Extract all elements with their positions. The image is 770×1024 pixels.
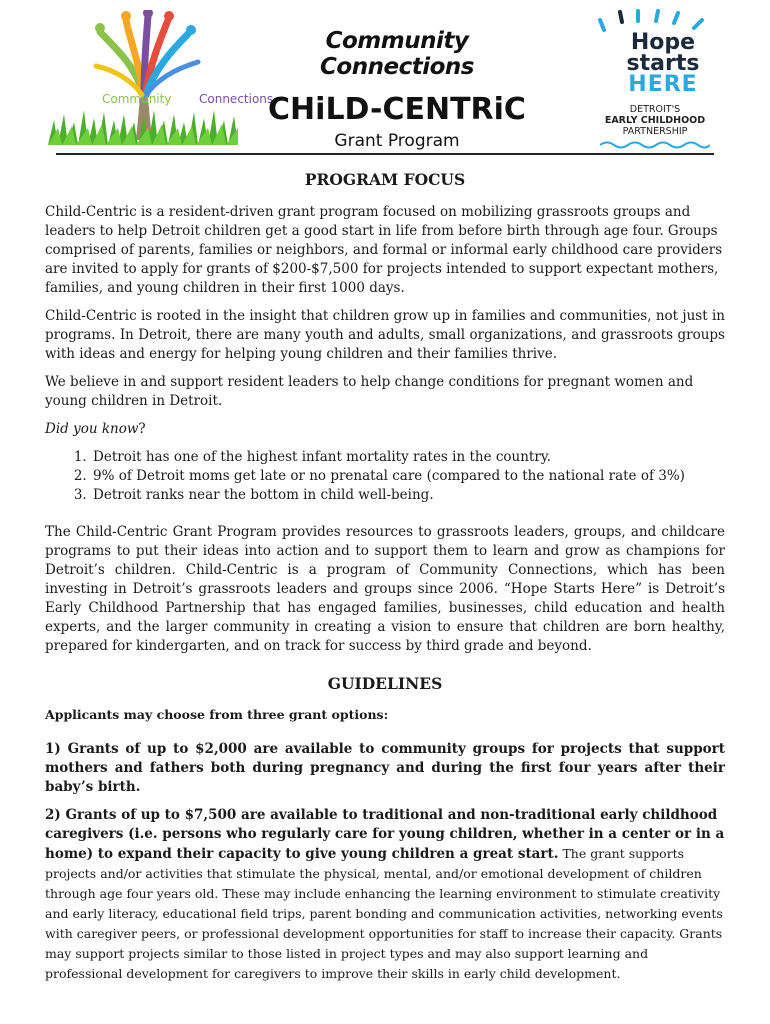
grant-option-1-text: 1) Grants of up to $2,000 are available to community groups for projects that support mothers and fathers both during pregnancy and during the first four years after their baby’s birth. — [45, 741, 725, 795]
focus-paragraph-1: Child-Centric is a resident-driven grant program focused on mobilizing grassroots groups and leaders to help Detroit children get a good start in life from before birth through age four. Groups comprised of parents, families or neighbors, and formal or informal early childhood care providers are invited to apply for grants of $200-$7,500 for projects intended to support expectant mothers, families, and young children in their first 1000 days. — [45, 204, 723, 296]
grant-options-intro: Applicants may choose from three grant options: — [45, 707, 389, 722]
list-item: 1. Detroit has one of the highest infant mortality rates in the country. — [91, 448, 725, 467]
list-item: 2. 9% of Detroit moms get late or no prenatal care (compared to the national rate of 3%) — [91, 467, 725, 486]
focus-paragraph-3: We believe in and support resident leaders to help change conditions for pregnant women and young children in Detroit. — [45, 374, 694, 409]
community-connections-logo — [48, 10, 274, 145]
partnership-line-2: EARLY CHILDHOOD — [604, 115, 706, 126]
grant-option-2-description: The grant supports projects and/or activities that stimulate the physical, mental, and/or emotional development of children through age four years old. These may include enhancing the learning environment to stimulate creativity and early literacy, educational field trips, parent bonding and communication activities, networking events with caregiver peers, or professional development opportunities for staff to increase their capacity. Grants may support projects similar to those listed in project types and may also support learning and professional development for caregivers to improve their skills in early child development. — [45, 846, 723, 981]
here-word: HERE — [628, 72, 698, 97]
grant-option-1 — [45, 740, 725, 797]
focus-paragraph-2: Child-Centric is rooted in the insight that children grow up in families and communities, not just in programs. In Detroit, there are many youth and adults, small organizations, and grassroots groups with ideas and energy for helping young children and their families thrive. — [45, 308, 725, 362]
grant-option-2-heading: 2) Grants of up to $7,500 are available to traditional and non-traditional early childhood caregivers (i.e. persons who regularly care for young children, whether in a center or in a home) to expand their capacity to give young children a great start. — [45, 807, 725, 862]
hope-starts-here-logo — [590, 8, 720, 148]
partnership-line-3: PARTNERSHIP — [622, 126, 688, 137]
did-you-know-mark: ? — [138, 421, 146, 437]
starts-word: starts — [626, 51, 700, 76]
page-header — [0, 0, 770, 160]
guidelines-heading: GUIDELINES — [327, 674, 443, 693]
facts-list — [45, 448, 725, 505]
program-label: Grant Program — [334, 131, 460, 151]
list-item: 3. Detroit ranks near the bottom in child well-being. — [91, 486, 725, 505]
did-you-know — [45, 420, 725, 439]
wave-decoration-icon — [600, 140, 710, 150]
page-subtitle: CHiLD-CENTRiC — [268, 92, 526, 127]
grant-option-2 — [45, 806, 725, 984]
document-body — [45, 170, 725, 993]
tree-logo-graphic — [48, 10, 238, 145]
title-block — [262, 28, 532, 151]
logo-word-connections: Connections — [199, 92, 274, 106]
hope-starts-here-wordmark — [608, 32, 718, 95]
header-divider — [56, 153, 714, 155]
hope-word: Hope — [630, 30, 696, 55]
did-you-know-label: Did you know — [45, 421, 139, 437]
program-focus-heading: PROGRAM FOCUS — [304, 170, 466, 189]
partnership-name — [590, 104, 720, 137]
logo-word-community: Community — [102, 92, 172, 106]
page-title: Community Connections — [320, 28, 474, 80]
partnership-line-1: DETROIT'S — [629, 104, 681, 115]
focus-paragraph-4: The Child-Centric Grant Program provides resources to grassroots leaders, groups, and childcare programs to put their ideas into action and to support them to learn and grow as champions for Detroit’s children. Child-Centric is a program of Community Connections, which has been investing in Detroit’s grassroots leaders and groups since 2006. “Hope Starts Here” is Detroit’s Early Childhood Partnership that has engaged families, businesses, child education and health experts, and the larger community in creating a vision to ensure that children are born healthy, prepared for kindergarten, and on track for success by third grade and beyond. — [45, 524, 725, 654]
